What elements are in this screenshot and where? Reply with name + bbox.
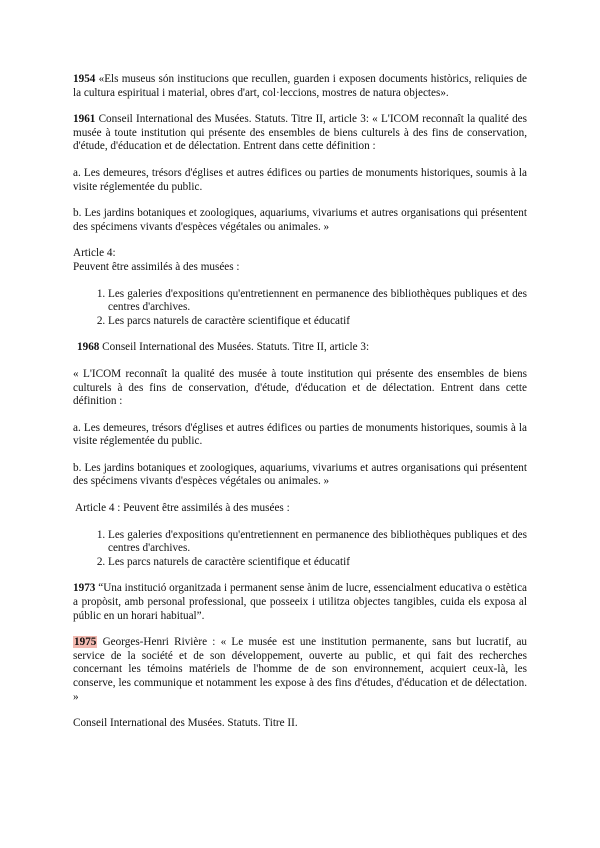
list-item: 2. Les parcs naturels de caractère scientifique et éducatif — [108, 315, 527, 329]
entry-1961-intro: Conseil International des Musées. Statuts. Titre II, article 3: « L'ICOM reconnaît la qualité des musée à toute institution qui présente des ensembles de biens culturels à des fins de conservation, d'étude, d'éducation et de délectation. Entrent dans cette définition : — [73, 113, 527, 153]
entry-1961-item-b: b. Les jardins botaniques et zoologiques, aquariums, vivariums et autres organisations qui présentent des spécimens vivants d'espèces végétales ou animales. » — [73, 207, 527, 233]
document-page — [73, 73, 527, 731]
footer-line: Conseil International des Musées. Statuts. Titre II. — [73, 717, 298, 730]
entry-1973-text: “Una institució organitzada i permanent sense ànim de lucre, essencialment educativa o estètica a propòsit, amb personal professional, que posseeix i utilitza objectes tangibles, cuida els exposa al públic en un horari habitual”. — [73, 582, 527, 622]
year-1968: 1968 — [77, 341, 100, 354]
entry-1954-text: «Els museus són institucions que recullen, guarden i exposen documents històrics, reliquies de la cultura espiritual i material, obres d'art, col·leccions, mostres de natura objectes». — [73, 73, 527, 99]
entry-1968-intro: « L'ICOM reconnaît la qualité des musée à toute institution qui présente des ensembles de biens culturels à des fins de conservation, d'étude, d'éducation et de délectation. Entrent dans cette définition : — [73, 367, 527, 408]
entry-1961-list — [73, 288, 527, 329]
list-item: 1. Les galeries d'expositions qu'entretiennent en permanence des bibliothèques publiques et des centres d'archives. — [108, 529, 527, 556]
entry-1973 — [73, 582, 527, 623]
entry-1968-item-b: b. Les jardins botaniques et zoologiques, aquariums, vivariums et autres organisations qui présentent des spécimens vivants d'espèces végétales ou animales. » — [73, 461, 527, 488]
entry-1968-item-a: a. Les demeures, trésors d'églises et autres édifices ou parties de monuments historiques, soumis à la visite réglementée du public. — [73, 421, 527, 448]
year-1954: 1954 — [73, 73, 96, 85]
year-1975-highlighted: 1975 — [74, 636, 97, 649]
entry-1954 — [73, 73, 527, 100]
entry-1961 — [73, 113, 527, 154]
entry-1968-article: Article 4 : Peuvent être assimilés à des musées : — [75, 502, 290, 515]
list-item: 1. Les galeries d'expositions qu'entretiennent en permanence des bibliothèques publiques et des centres d'archives. — [108, 288, 527, 315]
entry-1961-article-intro: Peuvent être assimilés à des musées : — [73, 260, 240, 273]
entry-1961-item-a: a. Les demeures, trésors d'églises et autres édifices ou parties de monuments historiques, soumis à la visite réglementée du public. — [73, 166, 527, 193]
entry-1968-heading — [73, 341, 527, 355]
entry-1961-article-title: Article 4: — [73, 247, 116, 260]
entry-1975-text: Georges-Henri Rivière : « Le musée est une institution permanente, sans but lucratif, au service de la société et de son développement, ouverte au public, et qui fait des recherches concernant les témoins matériels de l'homme de de son environnement, acquiert ceux-là, les conserve, les communique et notamment les expose à des fins d'études, d'éducation et de délectation. » — [73, 636, 527, 703]
entry-1968-heading-text: Conseil International des Musées. Statuts. Titre II, article 3: — [99, 341, 370, 354]
entry-1968-list — [73, 529, 527, 570]
year-1961: 1961 — [73, 113, 96, 126]
year-1973: 1973 — [73, 582, 96, 595]
list-item: 2. Les parcs naturels de caractère scientifique et éducatif — [108, 556, 527, 570]
entry-1975 — [73, 636, 527, 704]
